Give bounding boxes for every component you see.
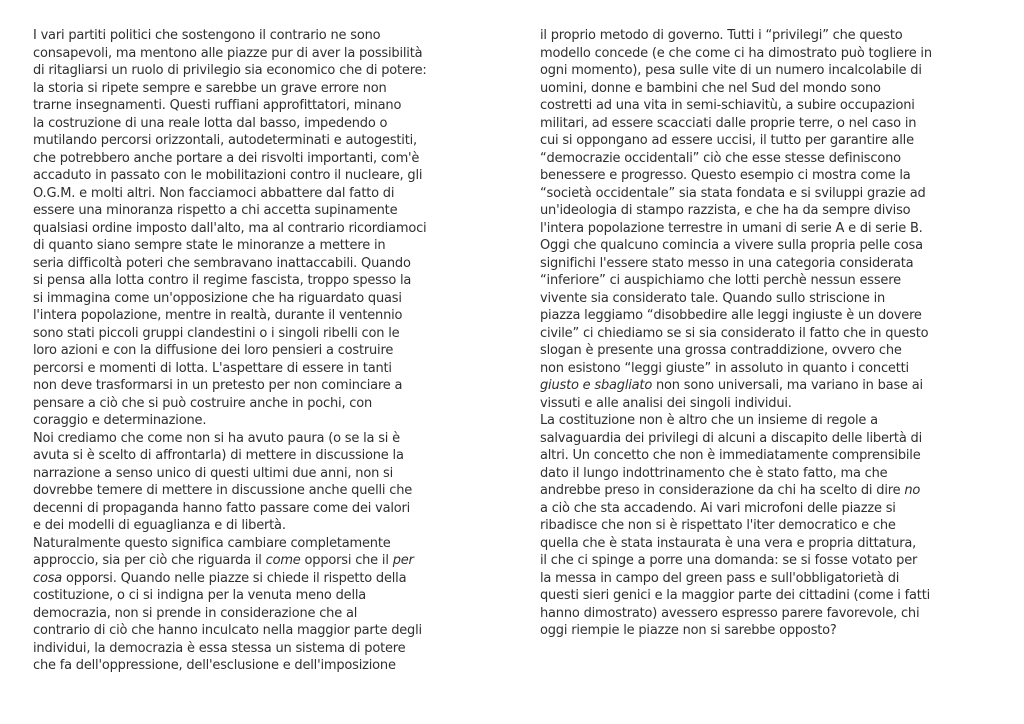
text-line: cosa opporsi. Quando nelle piazze si chiede il rispetto della [33,570,407,586]
paragraph [540,412,1014,640]
text-line: non deve trasformarsi in un pretesto per non cominciare a [33,378,403,393]
text-line: slogan è presente una grossa contraddizione, ovvero che [540,343,902,358]
text-line: accaduto in passato con le mobilitazioni contro il nucleare, gli [33,168,423,183]
text-line: modello concede (e che come ci ha dimostrato può togliere in [540,45,932,61]
text-line: civile” ci chiediamo se si sia considerato il fatto che in questo [540,325,929,341]
paragraph [33,430,507,535]
text-line: I vari partiti politici che sostengono il contrario ne sono [33,28,381,43]
right-text-column [540,27,1014,640]
text-line: dato il lungo indottrinamento che è stato fatto, ma che [540,465,888,481]
text-line: consapevoli, ma mentono alle piazze pur di aver la possibilità [33,45,423,61]
text-line: si pensa alla lotta contro il regime fascista, troppo spesso la [33,273,412,288]
text-line: questi sieri genici e la maggior parte dei cittadini (come i fatti [540,588,930,603]
text-line: piazza leggiamo “disobbedire alle leggi ingiuste è un dovere [540,308,922,323]
text-line: mutilando percorsi orizzontali, autodeterminati e autogestiti, [33,133,417,148]
text-line: andrebbe preso in considerazione da chi ha scelto di dire no [540,483,921,498]
text-line: Naturalmente questo significa cambiare completamente [33,535,391,551]
text-line: individui, la democrazia è essa stessa un sistema di potere [33,640,406,656]
text-line: di quanto siano sempre state le minoranze a mettere in [33,238,386,253]
text-line: che fa dell'oppressione, dell'esclusione e dell'imposizione [33,658,396,673]
text-line: ribadisce che non si è rispettato l'iter democratico e che [540,518,896,533]
text-line: percorsi e momenti di lotta. L'aspettare di essere in tanti [33,360,392,376]
text-line: hanno dimostrato) avessero espresso parere favorevole, chi [540,605,920,621]
text-line: si immagina come un'opposizione che ha riguardato quasi [33,290,402,306]
text-line: uomini, donne e bambini che nel Sud del mondo sono [540,80,881,96]
text-line: quella che è stata instaurata è una vera e propria dittatura, [540,535,917,551]
text-line: loro azioni e con la diffusione dei loro pensieri a costruire [33,343,394,358]
text-line: oggi riempie le piazze non si sarebbe opposto? [540,623,837,638]
text-line: costituzione, o ci si indigna per la venuta meno della [33,588,367,603]
text-line: trarne insegnamenti. Questi ruffiani approfittatori, minano [33,98,402,113]
text-line: costretti ad una vita in semi-schiavitù, a subire occupazioni [540,98,915,113]
text-line: e dei modelli di eguaglianza e di libertà. [33,518,286,533]
text-line: vivente sia considerato tale. Quando sullo striscione in [540,290,886,306]
text-line: narrazione a senso unico di questi ultimi due anni, non si [33,465,394,481]
text-line: pensare a ciò che si può costruire anche in pochi, con [33,395,373,411]
left-text-column [33,27,507,675]
text-line: dovrebbe temere di mettere in discussione anche quelli che [33,483,413,498]
text-line: contrario di ciò che hanno inculcato nella maggior parte degli [33,623,422,638]
text-line: salvaguardia dei privilegi di alcuni a discapito delle libertà di [540,430,922,446]
text-line: giusto e sbagliato non sono universali, ma variano in base ai [540,378,923,393]
text-line: il che ci spinge a porre una domanda: se si fosse votato per [540,553,918,568]
text-line: qualsiasi ordine imposto dall'alto, ma al contrario ricordiamoci [33,220,427,236]
text-line: Oggi che qualcuno comincia a vivere sulla propria pelle cosa [540,238,923,253]
text-line: cui si oppongano ad essere uccisi, il tutto per garantire alle [540,133,914,148]
text-line: coraggio e determinazione. [33,413,207,428]
text-line: Noi crediamo che come non si ha avuto paura (o se la si è [33,430,400,446]
text-line: sono stati piccoli gruppi clandestini o i singoli ribelli con le [33,325,400,341]
paragraph [540,27,1014,412]
text-line: di ritagliarsi un ruolo di privilegio sia economico che di potere: [33,63,427,78]
text-line: la storia si ripete sempre e sarebbe un grave errore non [33,80,387,96]
text-line: l'intera popolazione terrestre in umani di serie A e di serie B. [540,220,923,236]
text-line: “inferiore” ci auspichiamo che lotti perchè nessun essere [540,273,901,288]
text-line: avuta si è scelto di affrontarla) di mettere in discussione la [33,448,404,463]
text-line: l'intera popolazione, mentre in realtà, durante il ventennio [33,308,403,323]
text-line: militari, ad essere scacciati dalle proprie terre, o nel caso in [540,115,917,131]
text-line: O.G.M. e molti altri. Non facciamoci abbattere dal fatto di [33,185,395,201]
text-line: La costituzione non è altro che un insieme di regole a [540,413,878,428]
text-line: approccio, sia per ciò che riguarda il come opporsi che il per [33,553,414,568]
text-line: la costruzione di una reale lotta dal basso, impedendo o [33,115,388,131]
paragraph [33,535,507,675]
text-line: decenni di propaganda hanno fatto passare come dei valori [33,500,411,516]
text-line: il proprio metodo di governo. Tutti i “privilegi” che questo [540,28,903,43]
paragraph [33,27,507,430]
text-line: non esistono “leggi giuste” in assoluto in quanto i concetti [540,360,909,376]
text-line: significhi l'essere stato messo in una categoria considerata [540,255,914,271]
text-line: vissuti e alle analisi dei singoli individui. [540,395,792,411]
text-line: benessere e progresso. Questo esempio ci mostra come la [540,168,911,183]
text-line: a ciò che sta accadendo. Ai vari microfoni delle piazze si [540,500,896,516]
text-line: essere una minoranza rispetto a chi accetta supinamente [33,203,398,218]
text-line: che potrebbero anche portare a dei risvolti importanti, com'è [33,150,420,166]
text-line: un'ideologia di stampo razzista, e che ha da sempre diviso [540,203,911,218]
text-line: “democrazie occidentali” ciò che esse stesse definiscono [540,150,901,166]
text-line: ogni momento), pesa sulle vite di un numero incalcolabile di [540,63,922,78]
text-line: altri. Un concetto che non è immediatamente comprensibile [540,448,921,463]
text-line: democrazia, non si prende in considerazione che al [33,605,358,621]
text-line: seria difficoltà poteri che sembravano inattaccabili. Quando [33,255,411,271]
text-line: “società occidentale” sia stata fondata e si sviluppi grazie ad [540,185,926,201]
text-line: la messa in campo del green pass e sull'obbligatorietà di [540,570,900,586]
